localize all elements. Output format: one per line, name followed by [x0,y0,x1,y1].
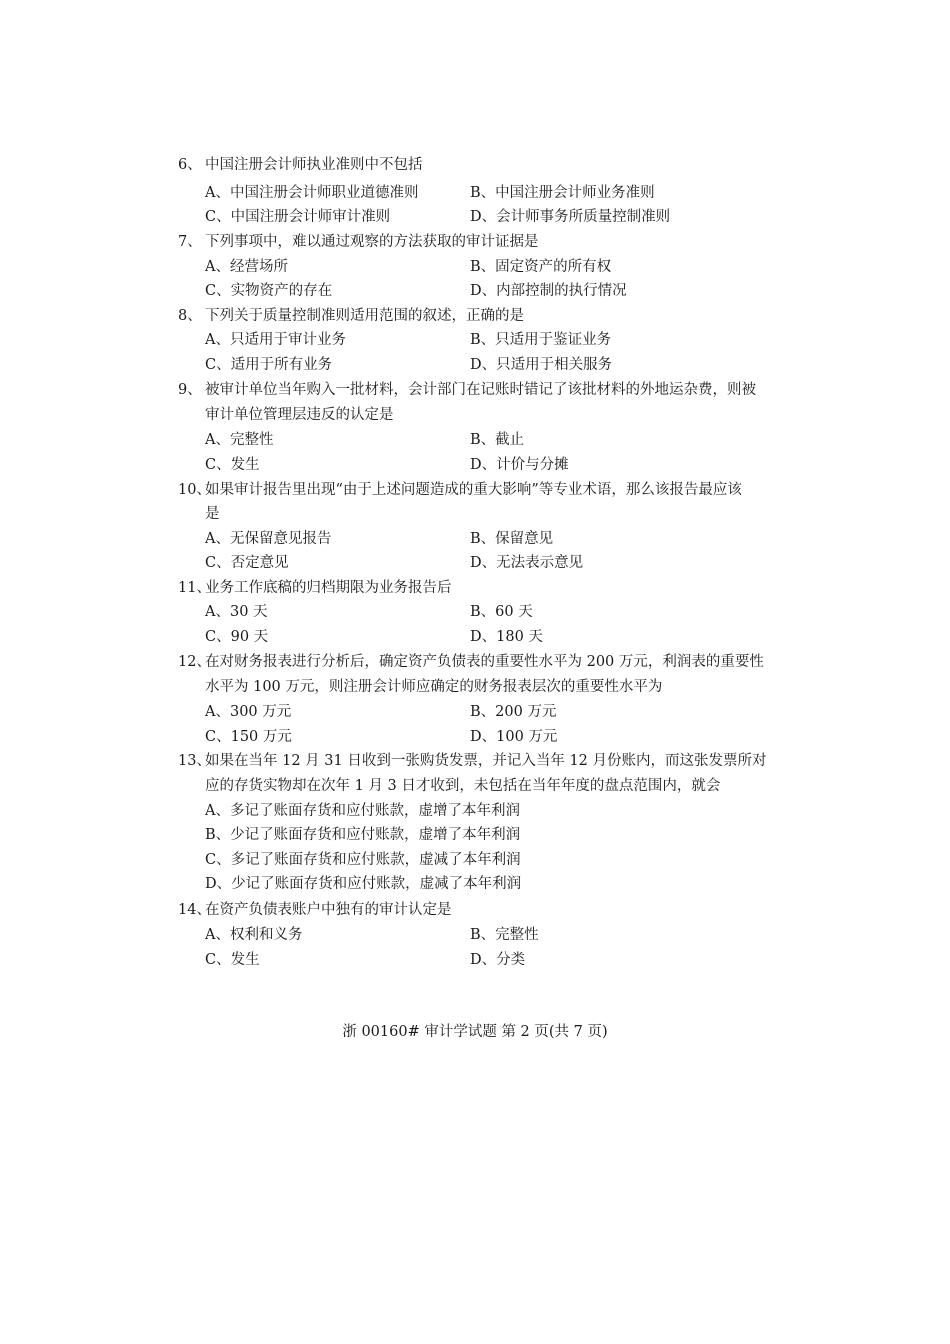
option-d: D、无法表示意见 [470,555,584,571]
question-stem: 中国注册会计师执业准则中不包括 [205,157,423,173]
question-stem: 被审计单位当年购入一批材料，会计部门在记账时错记了该批材料的外地运杂费，则被 [205,382,756,398]
option-d: D、180 天 [470,629,543,645]
question-stem: 在资产负债表账户中独有的审计认定是 [205,902,452,918]
question-stem: 应的存货实物却在次年 1 月 3 日才收到，未包括在当年年度的盘点范围内，就会 [205,778,721,794]
question-number: 13、 [178,753,211,769]
option-d: D、分类 [470,952,526,968]
option-c: C、适用于所有业务 [205,357,333,373]
question-stem: 在对财务报表进行分析后，确定资产负债表的重要性水平为 200 万元，利润表的重要性 [205,654,764,670]
option-c: C、多记了账面存货和应付账款，虚减了本年利润 [205,852,521,868]
question-stem: 下列关于质量控制准则适用范围的叙述，正确的是 [205,308,524,324]
question-stem: 业务工作底稿的归档期限为业务报告后 [205,580,452,596]
question-stem: 是 [205,506,220,522]
option-b: B、保留意见 [470,531,554,547]
option-d: D、只适用于相关服务 [470,357,613,373]
option-c: C、否定意见 [205,555,289,571]
option-b: B、中国注册会计师业务准则 [470,185,655,201]
option-d: D、100 万元 [470,729,558,745]
option-c: C、90 天 [205,629,269,645]
question-number: 11、 [178,580,211,596]
question-number: 14、 [178,902,211,918]
question-stem: 审计单位管理层违反的认定是 [205,407,394,423]
option-b: B、完整性 [470,927,539,943]
option-c: C、实物资产的存在 [205,283,333,299]
option-a: A、中国注册会计师职业道德准则 [205,185,419,201]
page-footer: 浙 00160# 审计学试题 第 2 页(共 7 页) [342,1024,608,1040]
question-stem: 水平为 100 万元，则注册会计师应确定的财务报表层次的重要性水平为 [205,679,663,695]
option-c: C、发生 [205,952,260,968]
option-d: D、内部控制的执行情况 [470,283,627,299]
option-d: D、少记了账面存货和应付账款，虚减了本年利润 [205,876,522,892]
question-number: 6、 [178,157,202,173]
option-a: A、只适用于审计业务 [205,332,346,348]
option-a: A、30 天 [205,604,268,620]
option-b: B、截止 [470,432,525,448]
option-b: B、60 天 [470,604,533,620]
option-c: C、150 万元 [205,729,292,745]
option-b: B、200 万元 [470,704,557,720]
option-a: A、无保留意见报告 [205,531,332,547]
option-a: A、多记了账面存货和应付账款，虚增了本年利润 [205,803,520,819]
option-d: D、会计师事务所质量控制准则 [470,209,671,225]
option-d: D、计价与分摊 [470,457,569,473]
question-number: 7、 [178,234,202,250]
question-number: 10、 [178,482,211,498]
option-b: B、只适用于鉴证业务 [470,332,612,348]
option-a: A、权利和义务 [205,927,303,943]
question-stem: 下列事项中，难以通过观察的方法获取的审计证据是 [205,234,539,250]
option-a: A、300 万元 [205,704,292,720]
question-stem: 如果审计报告里出现“由于上述问题造成的重大影响”等专业术语，那么该报告最应该 [205,482,742,498]
question-number: 9、 [178,382,202,398]
question-stem: 如果在当年 12 月 31 日收到一张购货发票，并记入当年 12 月份账内，而这张发票所对 [205,753,767,769]
option-c: C、发生 [205,457,260,473]
question-number: 8、 [178,308,202,324]
option-a: A、经营场所 [205,259,288,275]
question-number: 12、 [178,654,211,670]
option-a: A、完整性 [205,432,274,448]
option-b: B、固定资产的所有权 [470,259,612,275]
option-c: C、中国注册会计师审计准则 [205,209,391,225]
option-b: B、少记了账面存货和应付账款，虚增了本年利润 [205,827,521,843]
